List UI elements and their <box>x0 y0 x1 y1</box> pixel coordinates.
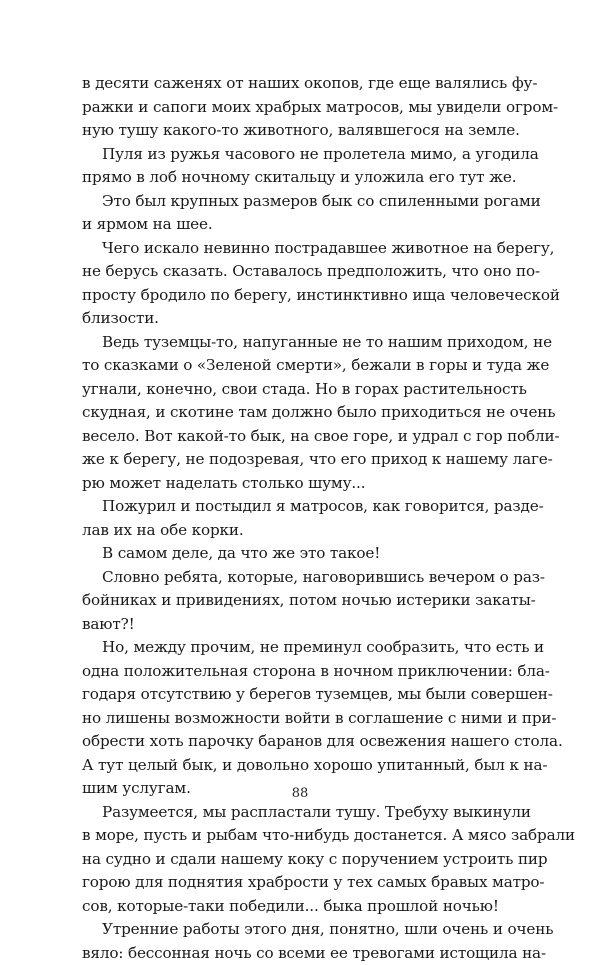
page-body <box>82 72 516 965</box>
text-line: на судно и сдали нашему коку с поручением устроить пир <box>82 848 516 872</box>
text-line: А тут целый бык, и довольно хорошо упитанный, был к на- <box>82 754 516 778</box>
text-line: рю может наделать столько шуму... <box>82 472 516 496</box>
text-line: просту бродило по берегу, инстинктивно ища человеческой <box>82 284 516 308</box>
text-line: вают?! <box>82 613 516 637</box>
text-line: шим услугам. <box>82 777 516 801</box>
text-line: годаря отсутствию у берегов туземцев, мы были совершен- <box>82 683 516 707</box>
text-line: обрести хоть парочку баранов для освежения нашего стола. <box>82 730 516 754</box>
text-line: бойниках и привидениях, потом ночью истерики закаты- <box>82 589 516 613</box>
text-line: сов, которые-таки победили... быка прошлой ночью! <box>82 895 516 919</box>
text-line: и ярмом на шее. <box>82 213 516 237</box>
text-line: Разумеется, мы распластали тушу. Требуху выкинули <box>82 801 516 825</box>
text-line: Пуля из ружья часового не пролетела мимо, а угодила <box>82 143 516 167</box>
text-line: прямо в лоб ночному скитальцу и уложила его тут же. <box>82 166 516 190</box>
text-line: то сказками о «Зеленой смерти», бежали в горы и туда же <box>82 354 516 378</box>
page-number: 88 <box>0 786 600 801</box>
text-line: Утренние работы этого дня, понятно, шли очень и очень <box>82 918 516 942</box>
text-line: одна положительная сторона в ночном приключении: бла- <box>82 660 516 684</box>
text-line: ную тушу какого-то животного, валявшегося на земле. <box>82 119 516 143</box>
text-line: же к берегу, не подозревая, что его приход к нашему лаге- <box>82 448 516 472</box>
text-line: В самом деле, да что же это такое! <box>82 542 516 566</box>
text-line: Но, между прочим, не преминул сообразить, что есть и <box>82 636 516 660</box>
text-line: Это был крупных размеров бык со спиленными рогами <box>82 190 516 214</box>
text-line: Словно ребята, которые, наговорившись вечером о раз- <box>82 566 516 590</box>
text-line: Чего искало невинно пострадавшее животное на берегу, <box>82 237 516 261</box>
text-line: весело. Вот какой-то бык, на свое горе, и удрал с гор побли- <box>82 425 516 449</box>
text-line: Ведь туземцы-то, напуганные не то нашим приходом, не <box>82 331 516 355</box>
text-line: горою для поднятия храбрости у тех самых бравых матро- <box>82 871 516 895</box>
text-line: скудная, и скотине там должно было приходиться не очень <box>82 401 516 425</box>
text-line: вяло: бессонная ночь со всеми ее тревогами истощила на- <box>82 942 516 965</box>
text-line: близости. <box>82 307 516 331</box>
text-line: не берусь сказать. Оставалось предположить, что оно по- <box>82 260 516 284</box>
text-line: но лишены возможности войти в соглашение с ними и при- <box>82 707 516 731</box>
text-line: в море, пусть и рыбам что-нибудь достанется. А мясо забрали <box>82 824 516 848</box>
text-line: угнали, конечно, свои стада. Но в горах растительность <box>82 378 516 402</box>
text-line: в десяти саженях от наших окопов, где еще валялись фу- <box>82 72 516 96</box>
text-line: Пожурил и постыдил я матросов, как говорится, разде- <box>82 495 516 519</box>
text-line: ражки и сапоги моих храбрых матросов, мы увидели огром- <box>82 96 516 120</box>
text-line: лав их на обе корки. <box>82 519 516 543</box>
